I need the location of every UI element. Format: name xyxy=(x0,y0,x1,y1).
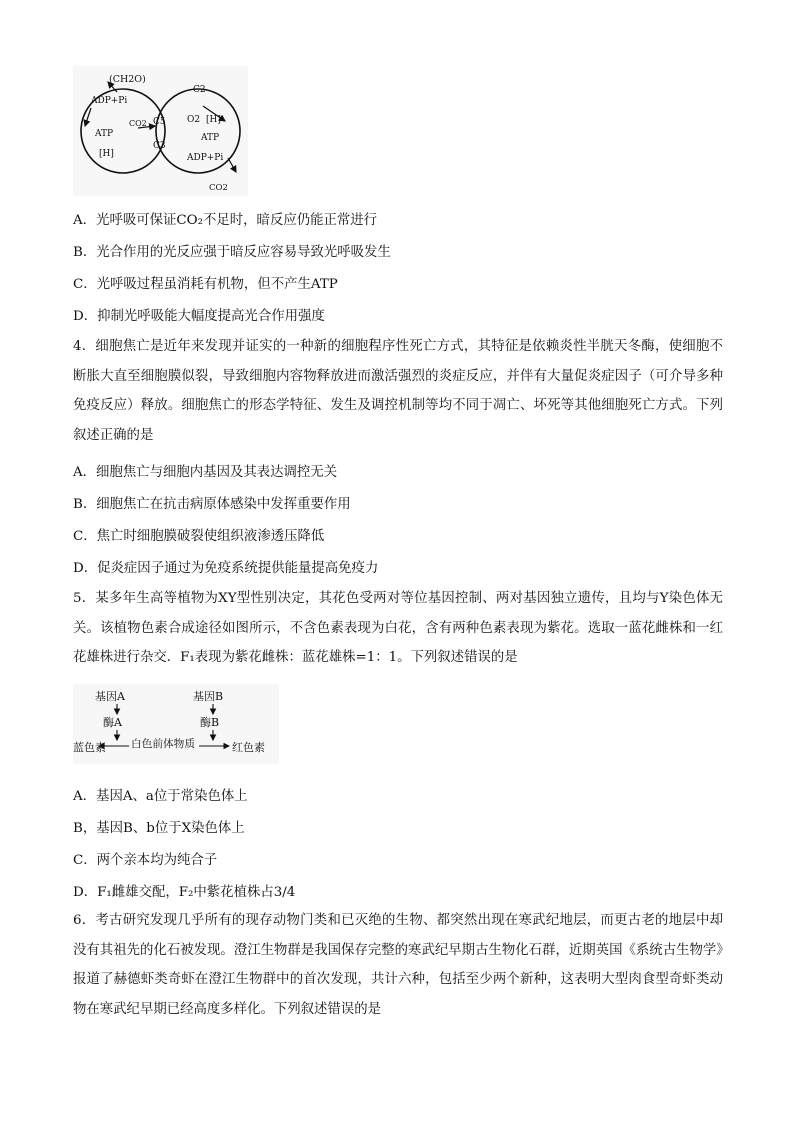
white-precursor-label: 白色前体物质 xyxy=(131,738,194,750)
atp-left-label: ATP xyxy=(95,129,114,139)
co2-mid-label: CO2 xyxy=(129,119,147,128)
q3-option-d: D．抑制光呼吸能大幅度提高光合作用强度 xyxy=(73,309,325,324)
pigment-pathway-diagram xyxy=(73,684,279,764)
ch2o-label: (CH2O) xyxy=(109,74,146,85)
q4-option-d: D．促炎症因子通过为免疫系统提供能量提高免疫力 xyxy=(73,561,379,576)
c2-label: C2 xyxy=(193,85,206,95)
blue-pigment-label: 蓝色素 xyxy=(73,741,106,754)
gene-b-label: 基因B xyxy=(193,690,224,703)
adp-pi-right-label: ADP+Pi xyxy=(187,153,224,163)
q3-option-c: C．光呼吸过程虽消耗有机物，但不产生ATP xyxy=(73,277,338,292)
o2-label: O2 xyxy=(187,115,201,125)
q4-option-a: A．细胞焦亡与细胞内基因及其表达调控无关 xyxy=(73,465,338,480)
h-right-label: [H] xyxy=(206,115,221,125)
q4-option-b: B．细胞焦亡在抗击病原体感染中发挥重要作用 xyxy=(73,497,351,512)
q6-stem: 6．考古研究发现几乎所有的现存动物门类和已灭绝的生物、都突然出现在寒武纪地层，而更古老的地层中却没有其祖先的化石被发现。澄江生物群是我国保存完整的寒武纪早期古生物化石群，近期英国《系统古生物学》报道了赫德虾类奇虾在澄江生物群中的首次发现，共计六种，包括至少两个新种，这表明大型肉食型奇虾类动物在寒武纪早期已经高度多样化。下列叙述错误的是 xyxy=(73,913,723,1017)
enzyme-a-label: 酶A xyxy=(103,716,122,729)
adp-pi-left-label: ADP+Pi xyxy=(91,96,128,106)
q3-option-a: A．光呼吸可保证CO₂不足时，暗反应仍能正常进行 xyxy=(73,213,378,228)
q4-option-c: C．焦亡时细胞膜破裂使组织液渗透压降低 xyxy=(73,529,325,544)
h-left-label: [H] xyxy=(99,149,114,159)
c3-label: C3 xyxy=(153,141,166,151)
atp-right-label: ATP xyxy=(201,133,220,143)
gene-a-label: 基因A xyxy=(95,690,125,703)
q5-stem: 5．某多年生高等植物为XY型性别决定，其花色受两对等位基因控制、两对基因独立遗传，且均与Y染色体无关。该植物色素合成途径如图所示，不含色素表现为白花，含有两种色素表现为紫花。选取一蓝花雌株和一红花雄株进行杂交．F₁表现为紫花雌株：蓝花雄株=1：1。下列叙述错误的是 xyxy=(73,591,723,665)
red-pigment-label: 红色素 xyxy=(232,741,265,754)
co2-out-label: CO2 xyxy=(209,183,228,193)
q5-option-a: A．基因A、a位于常染色体上 xyxy=(73,789,248,804)
q5-option-b: B，基因B、b位于X染色体上 xyxy=(73,821,245,836)
enzyme-b-label: 酶B xyxy=(200,716,220,729)
q5-option-d: D．F₁雌雄交配，F₂中紫花植株占3/4 xyxy=(73,885,296,900)
c5-label: C5 xyxy=(153,117,166,127)
q4-stem: 4．细胞焦亡是近年来发现并证实的一种新的细胞程序性死亡方式，其特征是依赖炎性半胱天冬酶，使细胞不断胀大直至细胞膜似裂，导致细胞内容物释放进而激活强烈的炎症反应，并伴有大量促炎症因子（可介导多种免疫反应）释放。细胞焦亡的形态学特征、发生及调控机制等均不同于凋亡、坏死等其他细胞死亡方式。下列叙述正确的是 xyxy=(73,339,723,443)
photorespiration-diagram xyxy=(73,66,248,196)
q5-option-c: C．两个亲本均为纯合子 xyxy=(73,853,218,868)
q3-option-b: B．光合作用的光反应强于暗反应容易导致光呼吸发生 xyxy=(73,245,391,260)
